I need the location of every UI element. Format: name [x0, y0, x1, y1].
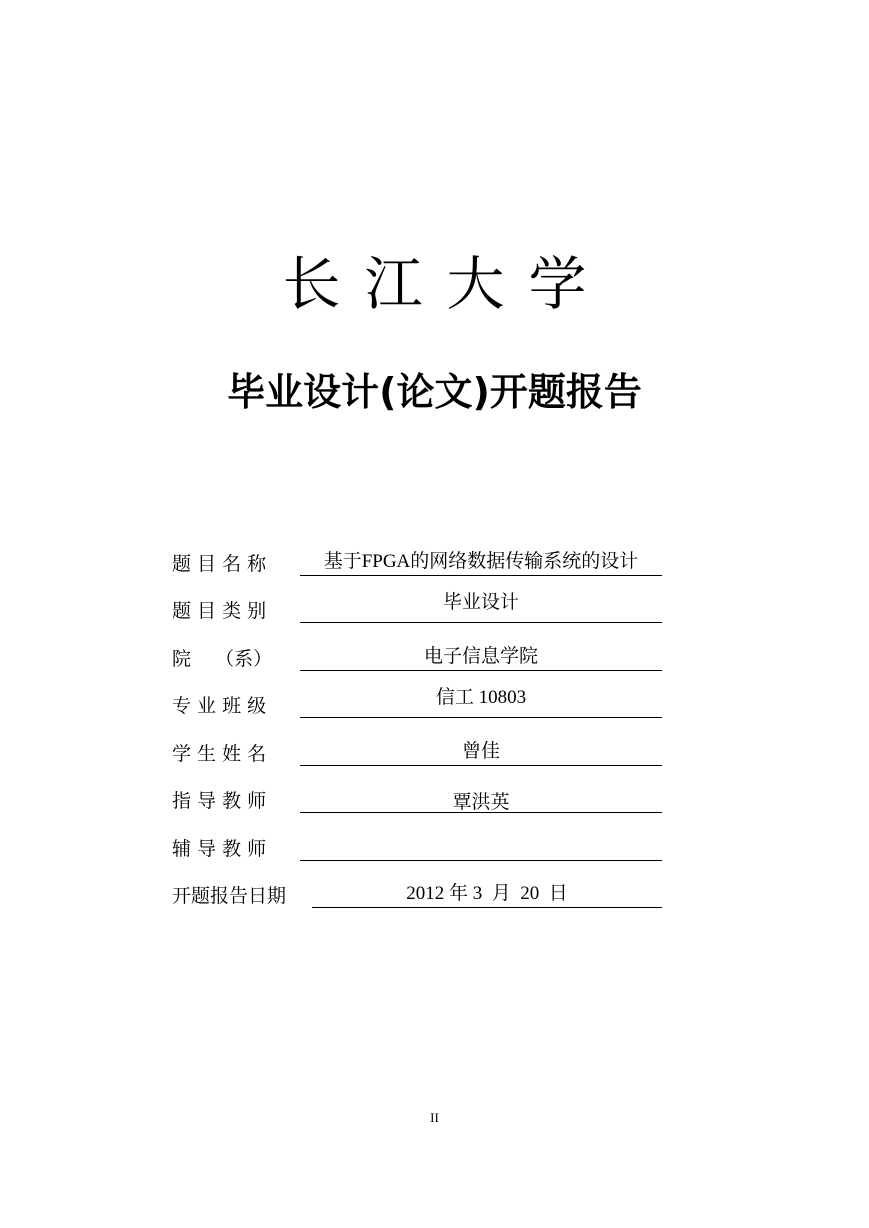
department-label: 院 （系） [172, 647, 273, 670]
category-underline [300, 592, 662, 623]
assistant-advisor-underline [300, 834, 662, 861]
department-underline [300, 644, 662, 671]
report-date-underline [312, 881, 662, 908]
advisor-underline [300, 786, 662, 813]
page-number: II [430, 1110, 439, 1125]
class-underline [300, 687, 662, 718]
advisor-label: 指 导 教 师 [172, 790, 267, 812]
field-row-category [172, 580, 662, 628]
field-row-report-date [172, 865, 662, 913]
cover-info-form [172, 532, 662, 912]
topic-underline [300, 549, 662, 576]
class-label: 专 业 班 级 [172, 695, 267, 717]
field-row-student [172, 722, 662, 770]
report-date-label: 开题报告日期 [172, 885, 287, 907]
field-row-assistant-advisor [172, 817, 662, 865]
topic-label: 题 目 名 称 [172, 552, 267, 575]
field-row-class [172, 675, 662, 723]
student-value: 曾佳 [461, 740, 500, 762]
field-row-advisor [172, 770, 662, 818]
class-value: 信工 10803 [435, 687, 527, 708]
advisor-value: 覃洪英 [452, 792, 510, 813]
student-underline [300, 739, 662, 766]
topic-value: 基于FPGA的网络数据传输系统的设计 [323, 550, 639, 572]
student-label: 学 生 姓 名 [172, 742, 267, 765]
university-name: 长江大学 [282, 250, 611, 318]
field-row-department [172, 627, 662, 675]
category-value: 毕业设计 [442, 592, 519, 613]
department-value: 电子信息学院 [423, 645, 538, 667]
assistant-advisor-label: 辅 导 教 师 [172, 837, 267, 860]
field-row-topic [172, 532, 662, 580]
report-title: 毕业设计(论文)开题报告 [227, 370, 642, 414]
report-date-value: 2012 年 3 月 20 日 [406, 883, 568, 904]
category-label: 题 目 类 别 [172, 600, 267, 622]
